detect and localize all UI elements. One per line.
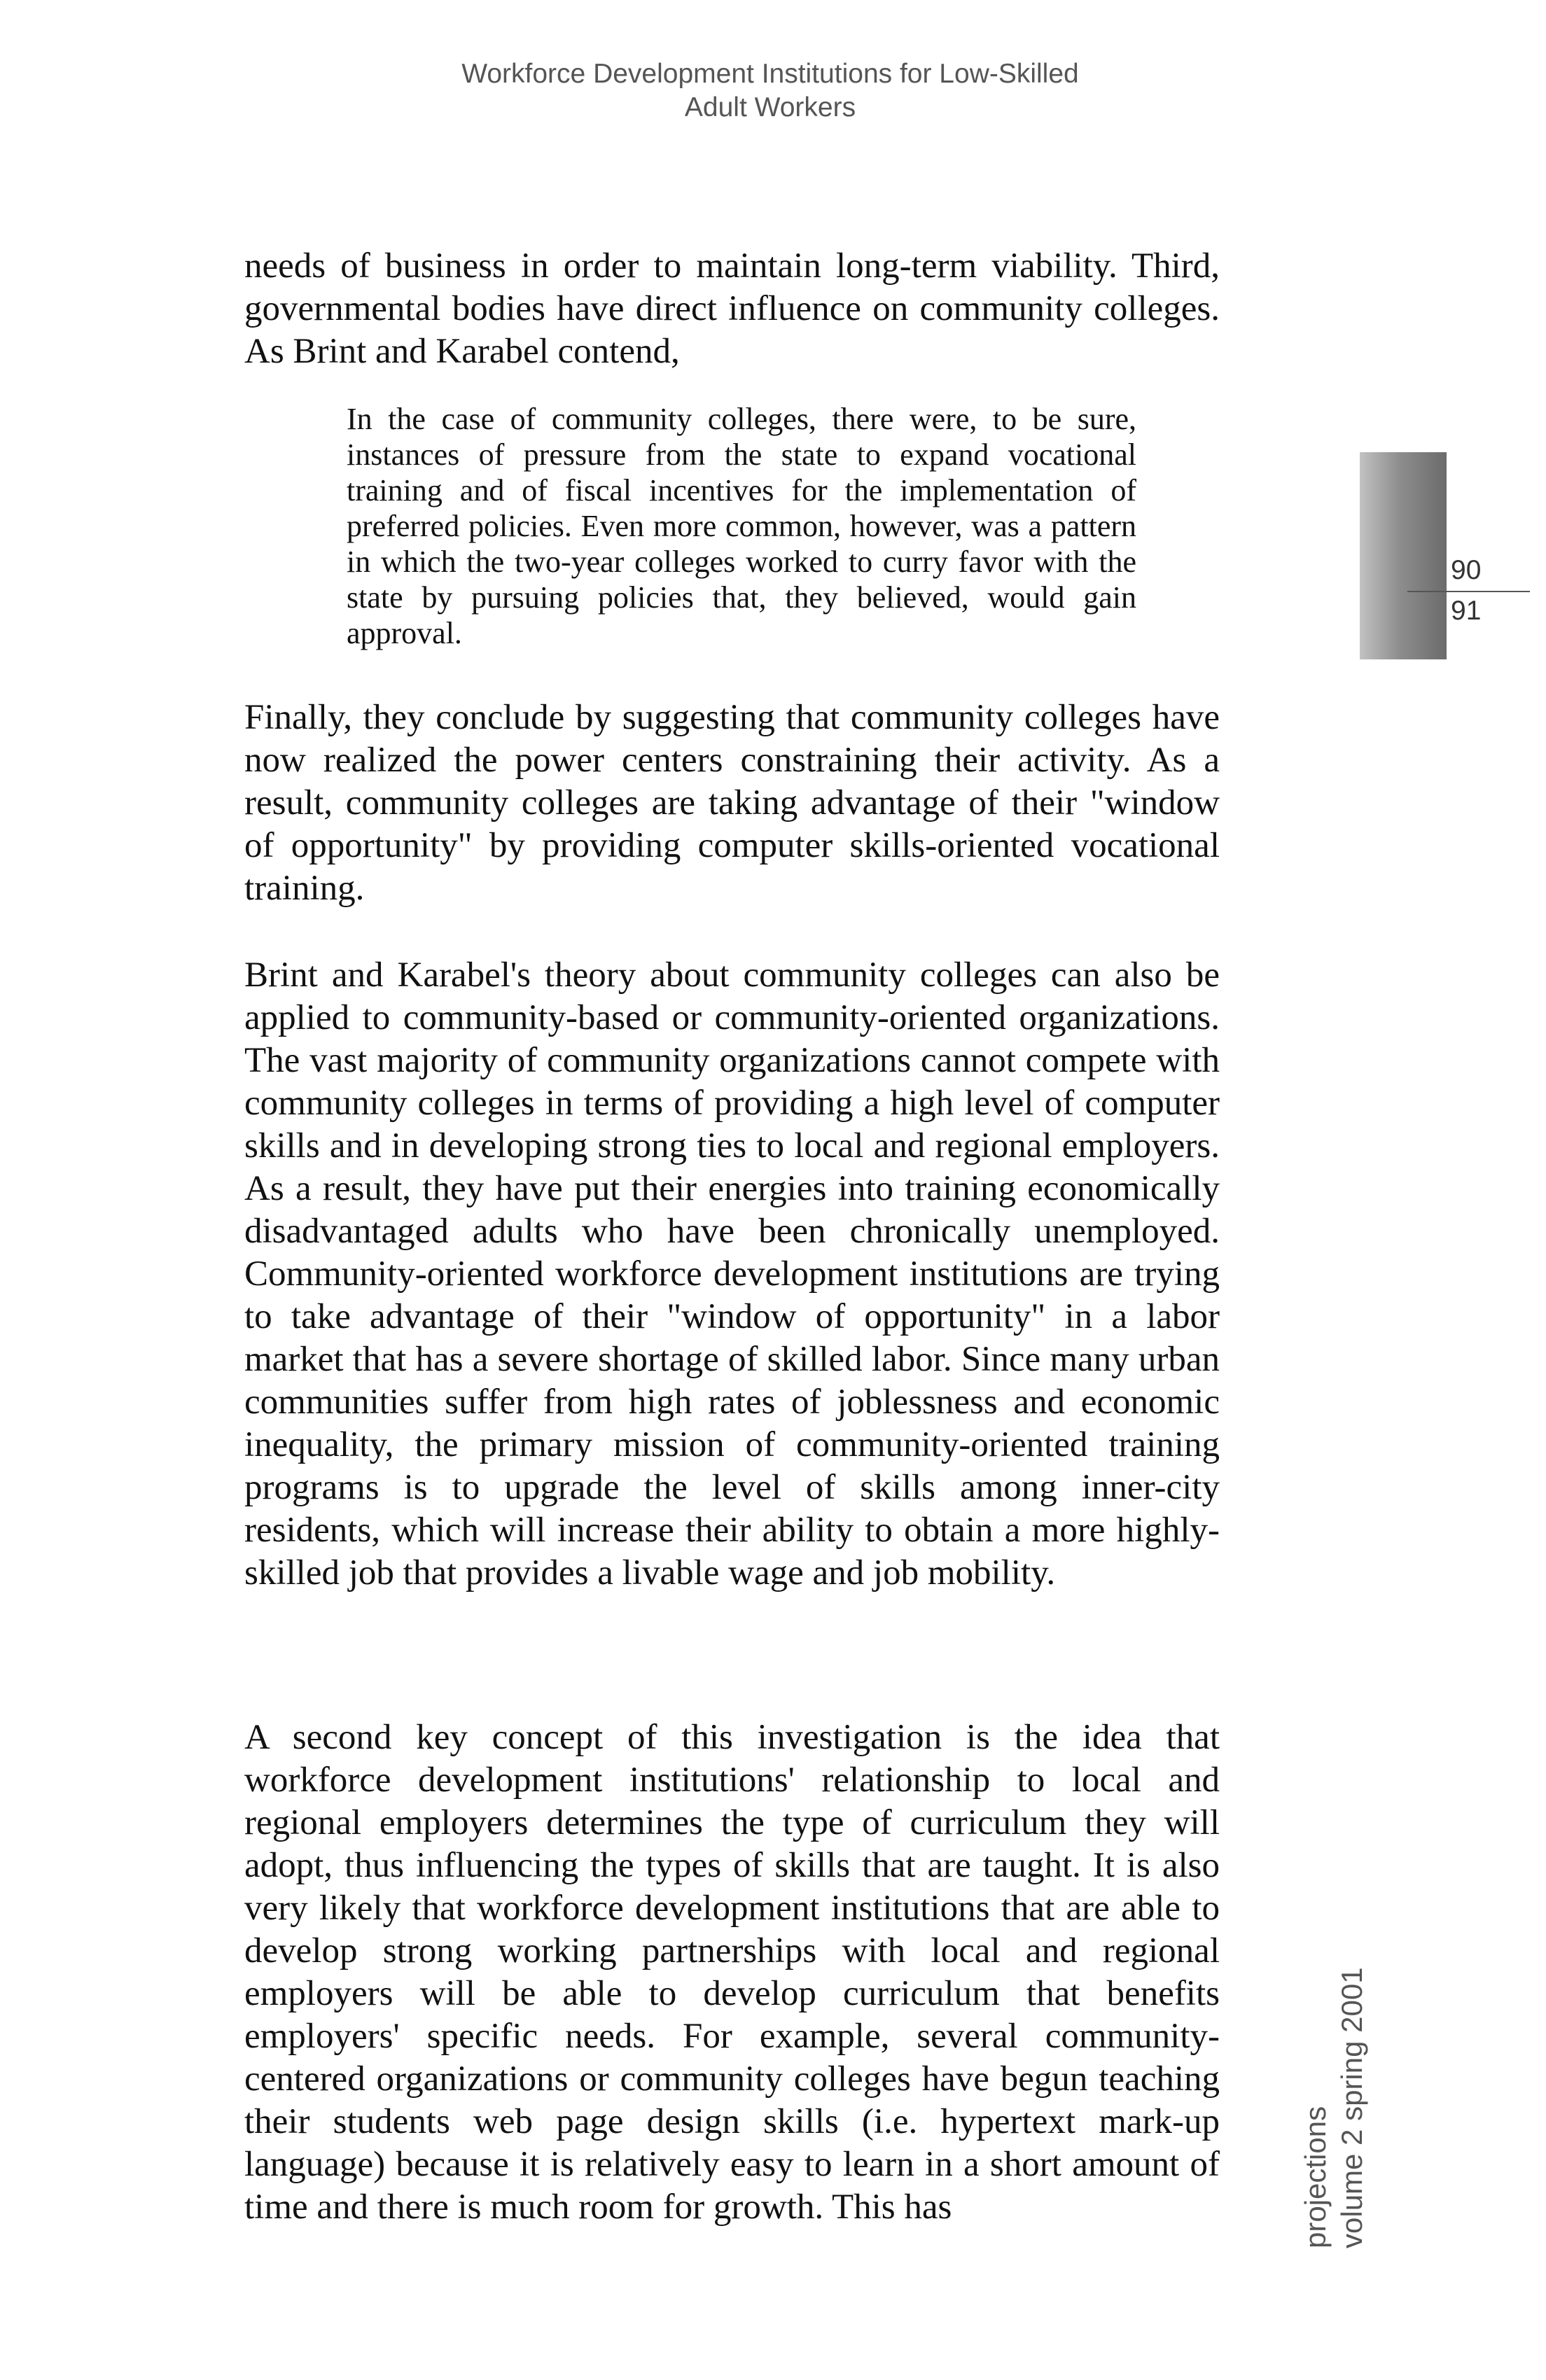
- journal-side-label: [1297, 1967, 1370, 2248]
- paragraph-3: Brint and Karabel's theory about community colleges can also be applied to community-based or community-oriented organizations. The vast majority of community organizations cannot compete with community colleges in terms of providing a high level of computer skills and in developing strong ties to local and regional employers. As a result, they have put their energies into training economically disadvantaged adults who have been chronically unemployed. Community-oriented workforce development institutions are trying to take advantage of their "window of opportunity" in a labor market that has a severe shortage of skilled labor. Since many urban communities suffer from high rates of joblessness and economic inequality, the primary mission of community-oriented training programs is to upgrade the level of skills among inner-city residents, which will increase their ability to obtain a more highly-skilled job that provides a livable wage and job mobility.: [244, 955, 1220, 1592]
- paragraph-4: A second key concept of this investigation is the idea that workforce development institutions' relationship to local and regional employers determines the type of curriculum they will adopt, thus influencing the types of skills that are taught. It is also very likely that workforce development institutions that are able to develop strong working partnerships with local and regional employers will be able to develop curriculum that benefits employers' specific needs. For example, several community-centered organizations or community colleges have begun teaching their students web page design skills (i.e. hypertext mark-up language) because it is relatively easy to learn in a short amount of time and there is much room for growth. This has: [244, 1718, 1220, 2227]
- journal-title: projections: [1299, 2106, 1332, 2248]
- journal-issue: volume 2 spring 2001: [1335, 1967, 1368, 2248]
- running-header-line-1: Workforce Development Institutions for Low-Skilled: [461, 59, 1079, 89]
- margin-gray-bar: [1360, 452, 1447, 659]
- page-number-rule: [1407, 591, 1530, 592]
- paragraph-1: needs of business in order to maintain long-term viability. Third, governmental bodies have direct influence on community colleges. As Brint and Karabel contend,: [244, 246, 1220, 371]
- block-quote: In the case of community colleges, there were, to be sure, instances of pressure from the state to expand vocational training and of fiscal incentives for the implementation of preferred policies. Even more common, however, was a pattern in which the two-year colleges worked to curry favor with the state by pursuing policies that, they believed, would gain approval.: [347, 402, 1136, 650]
- page-number-right: 91: [1451, 596, 1482, 626]
- page-number-left: 90: [1451, 555, 1482, 585]
- paragraph-2: Finally, they conclude by suggesting that community colleges have now realized the power centers constraining their activity. As a result, community colleges are taking advantage of their "window of opportunity" by providing computer skills-oriented vocational training.: [244, 698, 1220, 908]
- running-header-line-2: Adult Workers: [684, 92, 856, 122]
- running-header: [392, 57, 1148, 125]
